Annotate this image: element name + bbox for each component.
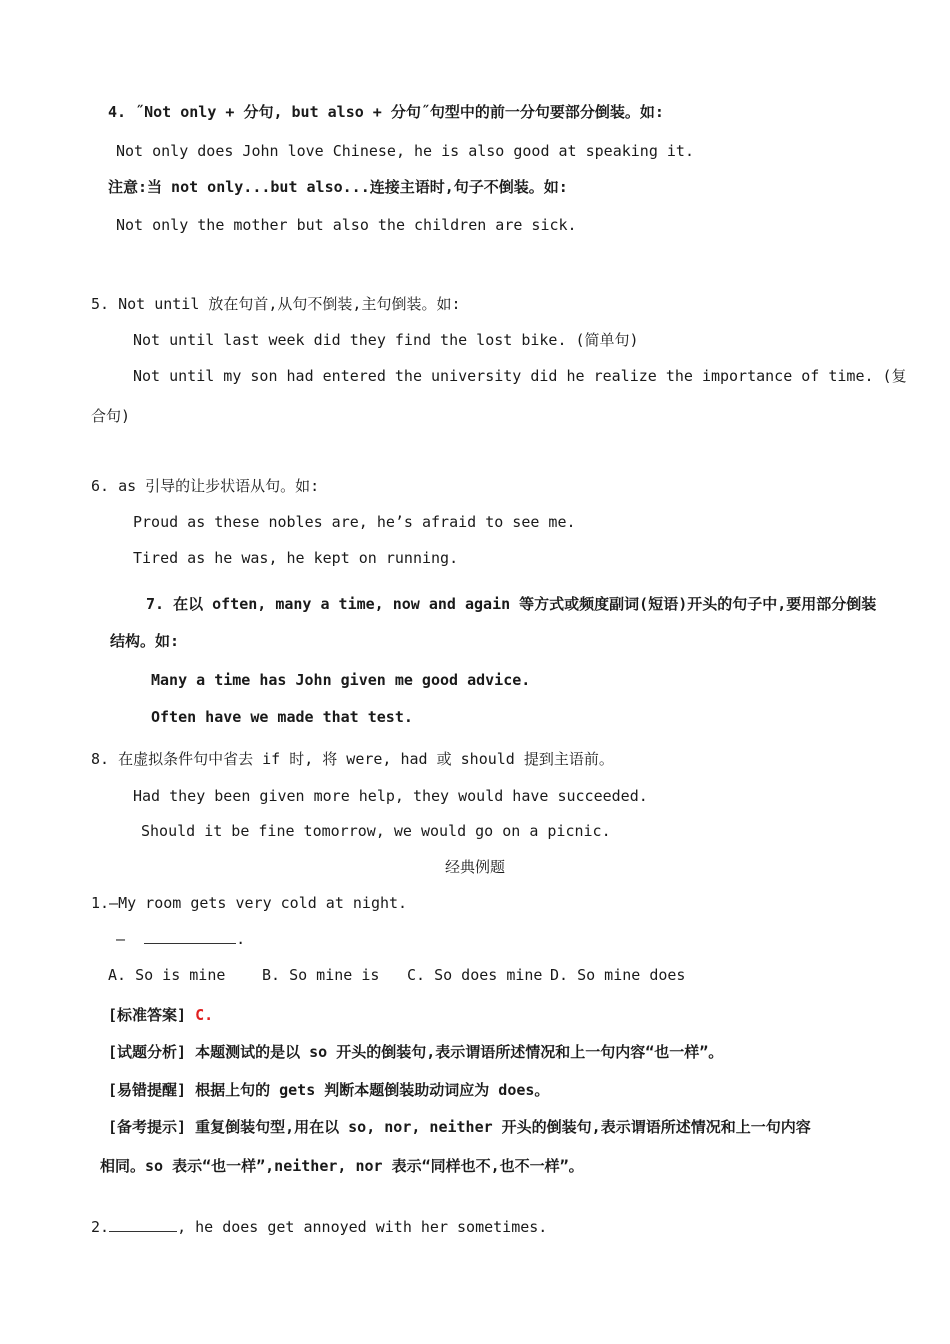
- section-5-example-2b: 合句): [91, 407, 131, 425]
- section-4-example-2: Not only the mother but also the children are sick.: [116, 216, 577, 234]
- section-7-title-a: 7. 在以 often, many a time, now and again 等方式或频度副词(短语)开头的句子中,要用部分倒装: [146, 595, 877, 613]
- section-4-title: 4. ˝Not only + 分句, but also + 分句˝句型中的前一分句要部分倒装。如:: [108, 103, 664, 121]
- question-1-reply: [116, 929, 245, 949]
- section-5-example-2a: Not until my son had entered the university did he realize the importance of time. (复: [133, 367, 907, 385]
- examples-heading: 经典例题: [444, 858, 505, 876]
- standard-answer-label: [标准答案]: [108, 1006, 187, 1024]
- option-d: D. So mine does: [550, 966, 686, 984]
- question-2-number: 2.: [91, 1218, 110, 1236]
- analysis-label: [试题分析]: [108, 1043, 187, 1061]
- question-1-prompt: 1.—My room gets very cold at night.: [91, 894, 408, 912]
- section-6-title: 6. as 引导的让步状语从句。如:: [91, 477, 320, 495]
- error-text: 根据上句的 gets 判断本题倒装助动词应为 does。: [195, 1081, 550, 1099]
- answer-blank[interactable]: [144, 943, 236, 944]
- analysis-text: 本题测试的是以 so 开头的倒装句,表示谓语所述情况和上一句内容“也一样”。: [195, 1043, 724, 1061]
- standard-answer-value: C.: [195, 1006, 214, 1024]
- question-2-blank[interactable]: [109, 1231, 177, 1232]
- question-2-text: , he does get annoyed with her sometimes.: [177, 1218, 548, 1236]
- section-4-note: 注意:当 not only...but also...连接主语时,句子不倒装。如:: [108, 178, 568, 196]
- error-reminder: [108, 1080, 549, 1100]
- section-6-example-2: Tired as he was, he kept on running.: [133, 549, 459, 567]
- option-c: C. So does mine: [407, 966, 543, 984]
- tip-label: [备考提示]: [108, 1118, 187, 1136]
- reply-dash: —: [116, 930, 126, 948]
- error-label: [易错提醒]: [108, 1081, 187, 1099]
- tip-text-b: 相同。so 表示“也一样”,neither, nor 表示“同样也不,也不一样”。: [100, 1157, 584, 1175]
- section-5-title: 5. Not until 放在句首,从句不倒装,主句倒装。如:: [91, 295, 461, 313]
- standard-answer: [108, 1005, 213, 1025]
- section-8-example-1: Had they been given more help, they would have succeeded.: [133, 787, 648, 805]
- section-8-title: 8. 在虚拟条件句中省去 if 时, 将 were, had 或 should 提到主语前。: [91, 750, 614, 768]
- question-2: [91, 1217, 547, 1237]
- section-6-example-1: Proud as these nobles are, he’s afraid to see me.: [133, 513, 576, 531]
- section-5-example-1: Not until last week did they find the lost bike. (简单句): [133, 331, 639, 349]
- section-7-example-1: Many a time has John given me good advice.: [151, 671, 531, 689]
- option-b: B. So mine is: [262, 966, 380, 984]
- exam-tip: [108, 1117, 811, 1137]
- section-4-example-1: Not only does John love Chinese, he is also good at speaking it.: [116, 142, 694, 160]
- option-a: A. So is mine: [108, 966, 226, 984]
- tip-text-a: 重复倒装句型,用在以 so, nor, neither 开头的倒装句,表示谓语所述情况和上一句内容: [195, 1118, 811, 1136]
- analysis: [108, 1042, 723, 1062]
- section-8-example-2: Should it be fine tomorrow, we would go on a picnic.: [141, 822, 611, 840]
- section-7-example-2: Often have we made that test.: [151, 708, 413, 726]
- section-7-title-b: 结构。如:: [110, 632, 180, 650]
- reply-end: .: [236, 930, 246, 948]
